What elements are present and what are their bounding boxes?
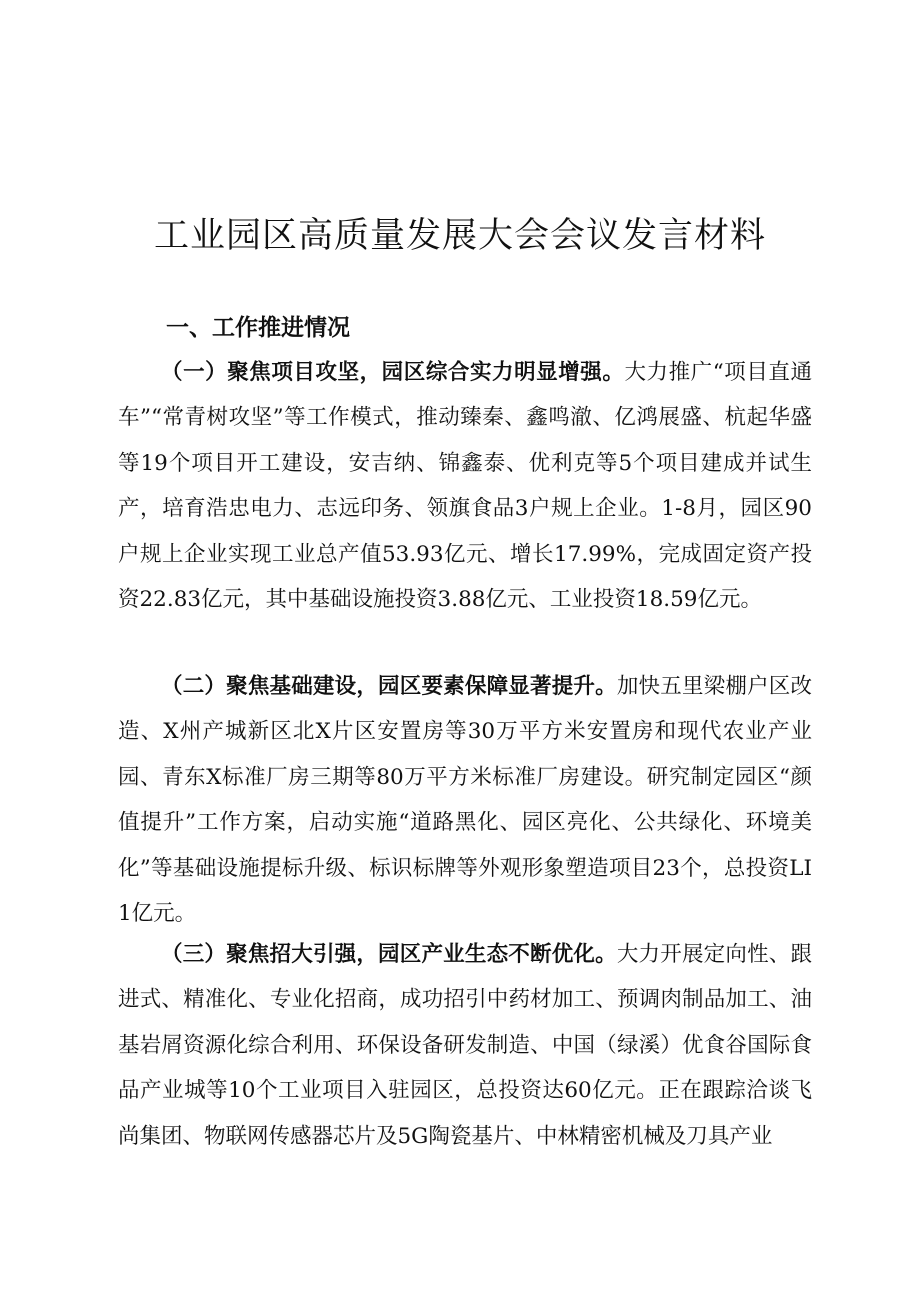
page-title: 工业园区高质量发展大会会议发言材料 — [153, 216, 766, 256]
paragraph-lead: （三）聚焦招大引强，园区产业生态不断优化。 — [161, 942, 617, 967]
paragraph-body: 加快五里梁棚户区改造、X州产城新区北X片区安置房等30万平方米安置房和现代农业产业园、青东X标准厂房三期等80万平方米标准厂房建设。研究制定园区“颜值提升”工作方案，启动实施“道路黑化、园区亮化、公共绿化、环境美化”等基础设施提标升级、标识标牌等外观形象塑造项目23个，总投资LI1亿元。 — [118, 674, 812, 927]
paragraph-body: 大力开展定向性、跟进式、精准化、专业化招商，成功招引中药材加工、预调肉制品加工、油基岩屑资源化综合利用、环保设备研发制造、中国（绿溪）优食谷国际食品产业城等10个工业项目入驻园区，总投资达60亿元。正在跟踪洽谈飞尚集团、物联网传感器芯片及5G陶瓷基片、中林精密机械及刀具产业 — [118, 942, 812, 1149]
paragraph-infrastructure — [118, 664, 812, 936]
paragraph-body: 大力推广“项目直通车”“常青树攻坚”等工作模式，推动臻秦、鑫鸣澈、亿鸿展盛、杭起华盛等19个项目开工建设，安吉纳、锦鑫泰、优利克等5个项目建成并试生产，培育浩忠电力、志远印务、领旗食品3户规上企业。1-8月，园区90户规上企业实现工业总产值53.93亿元、增长17.99%，完成固定资产投资22.83亿元，其中基础设施投资3.88亿元、工业投资18.59亿元。 — [118, 360, 812, 613]
paragraph-lead: （二）聚焦基础建设，园区要素保障显著提升。 — [161, 674, 617, 699]
paragraph-investment-attraction — [118, 932, 812, 1159]
paragraph-lead: （一）聚焦项目攻坚，园区综合实力明显增强。 — [161, 360, 625, 385]
section-heading: 一、工作推进情况 — [166, 315, 350, 341]
paragraph-project-focus — [118, 350, 812, 622]
